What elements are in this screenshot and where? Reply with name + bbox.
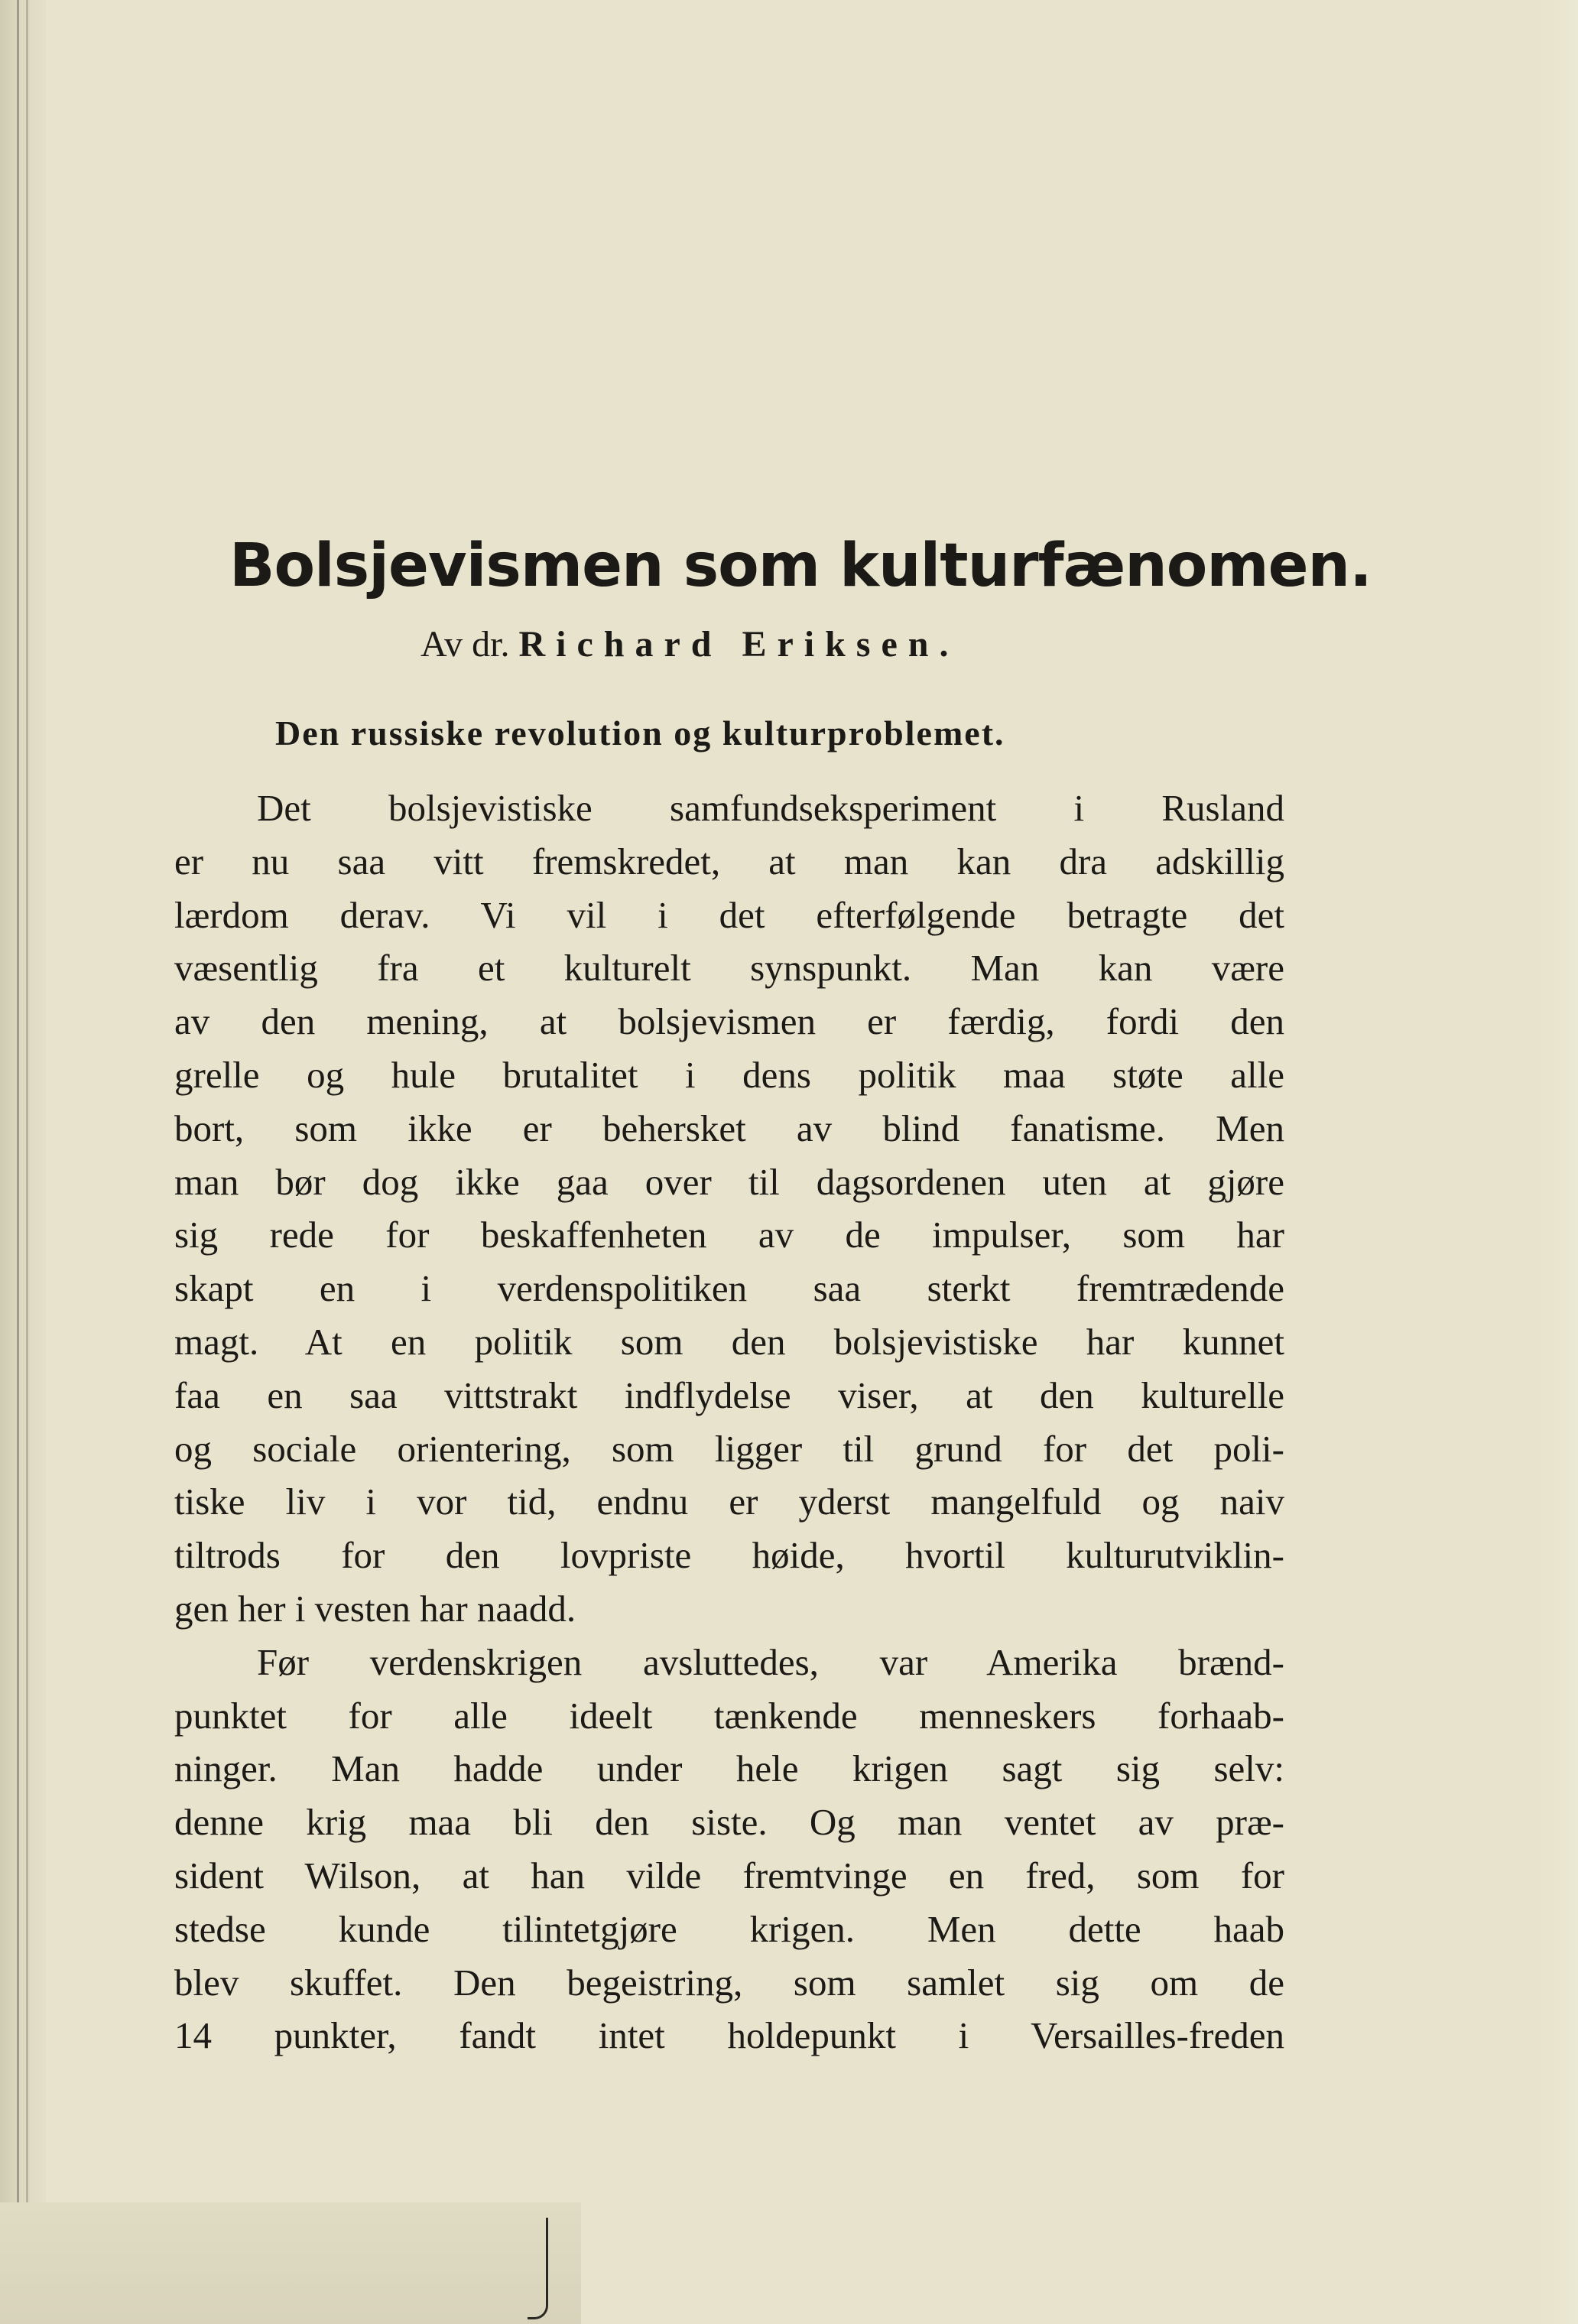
text-line: Det bolsjevistiske samfundseksperiment i Rusland [257,787,1284,829]
article-body [174,782,1284,2062]
text-line: ninger. Man hadde under hele krigen sagt sig selv: [174,1747,1284,1790]
text-line: stedse kunde tilintetgjøre krigen. Men dette haab [174,1907,1284,1950]
text-line: gen her i vesten har naadd. [174,1587,576,1630]
text-line: Før verdenskrigen avsluttedes, var Amerika brænd- [257,1640,1284,1683]
text-line: væsentlig fra et kulturelt synspunkt. Man kan være [174,947,1284,990]
text-line: magt. At en politik som den bolsjevistiske har kunnet [174,1320,1284,1363]
spine-line [26,0,28,2324]
text-line: man bør dog ikke gaa over til dagsordenen uten at gjøre [174,1160,1284,1203]
byline-prefix: Av dr. [420,624,510,665]
author-name: Richard Eriksen. [518,624,959,665]
text-line: skapt en i verdenspolitiken saa sterkt fremtrædende [174,1267,1284,1310]
text-line: er nu saa vitt fremskredet, at man kan dra adskillig [174,840,1284,882]
text-line: bort, som ikke er behersket av blind fanatisme. Men [174,1107,1284,1149]
text-line: tiltrods for den lovpriste høide, hvortil kulturutviklin- [174,1534,1284,1577]
byline [420,618,1109,671]
text-line: grelle og hule brutalitet i dens politik maa støte alle [174,1053,1284,1096]
text-line: denne krig maa bli den siste. Og man ventet av præ- [174,1801,1284,1844]
spine-line [17,0,19,2324]
text-line: tiske liv i vor tid, endnu er yderst mangelfuld og naiv [174,1481,1284,1523]
page-gutter [0,0,46,2324]
text-line: 14 punkter, fandt intet holdepunkt i Versailles-freden [174,2014,1284,2057]
text-line: av den mening, at bolsjevismen er færdig, fordi den [174,1000,1284,1043]
section-heading: Den russiske revolution og kulturproblemet. [275,713,1005,752]
page-edge-bottom [0,2202,581,2324]
text-line: blev skuffet. Den begeistring, som samlet sig om de [174,1961,1284,2004]
text-line: og sociale orientering, som ligger til grund for det poli- [174,1427,1284,1470]
article-title: Bolsjevismen som kulturfænomen. [229,531,1372,600]
text-line: faa en saa vittstrakt indflydelse viser, at den kulturelle [174,1373,1284,1416]
text-line: sig rede for beskaffenheten av de impulser, som har [174,1214,1284,1256]
bracket-mark [528,2218,548,2319]
text-line: lærdom derav. Vi vil i det efterfølgende betragte det [174,893,1284,936]
text-line: sident Wilson, at han vilde fremtvinge en fred, som for [174,1854,1284,1897]
page-edge [1537,0,1578,2324]
text-line: punktet for alle ideelt tænkende menneskers forhaab- [174,1694,1284,1737]
